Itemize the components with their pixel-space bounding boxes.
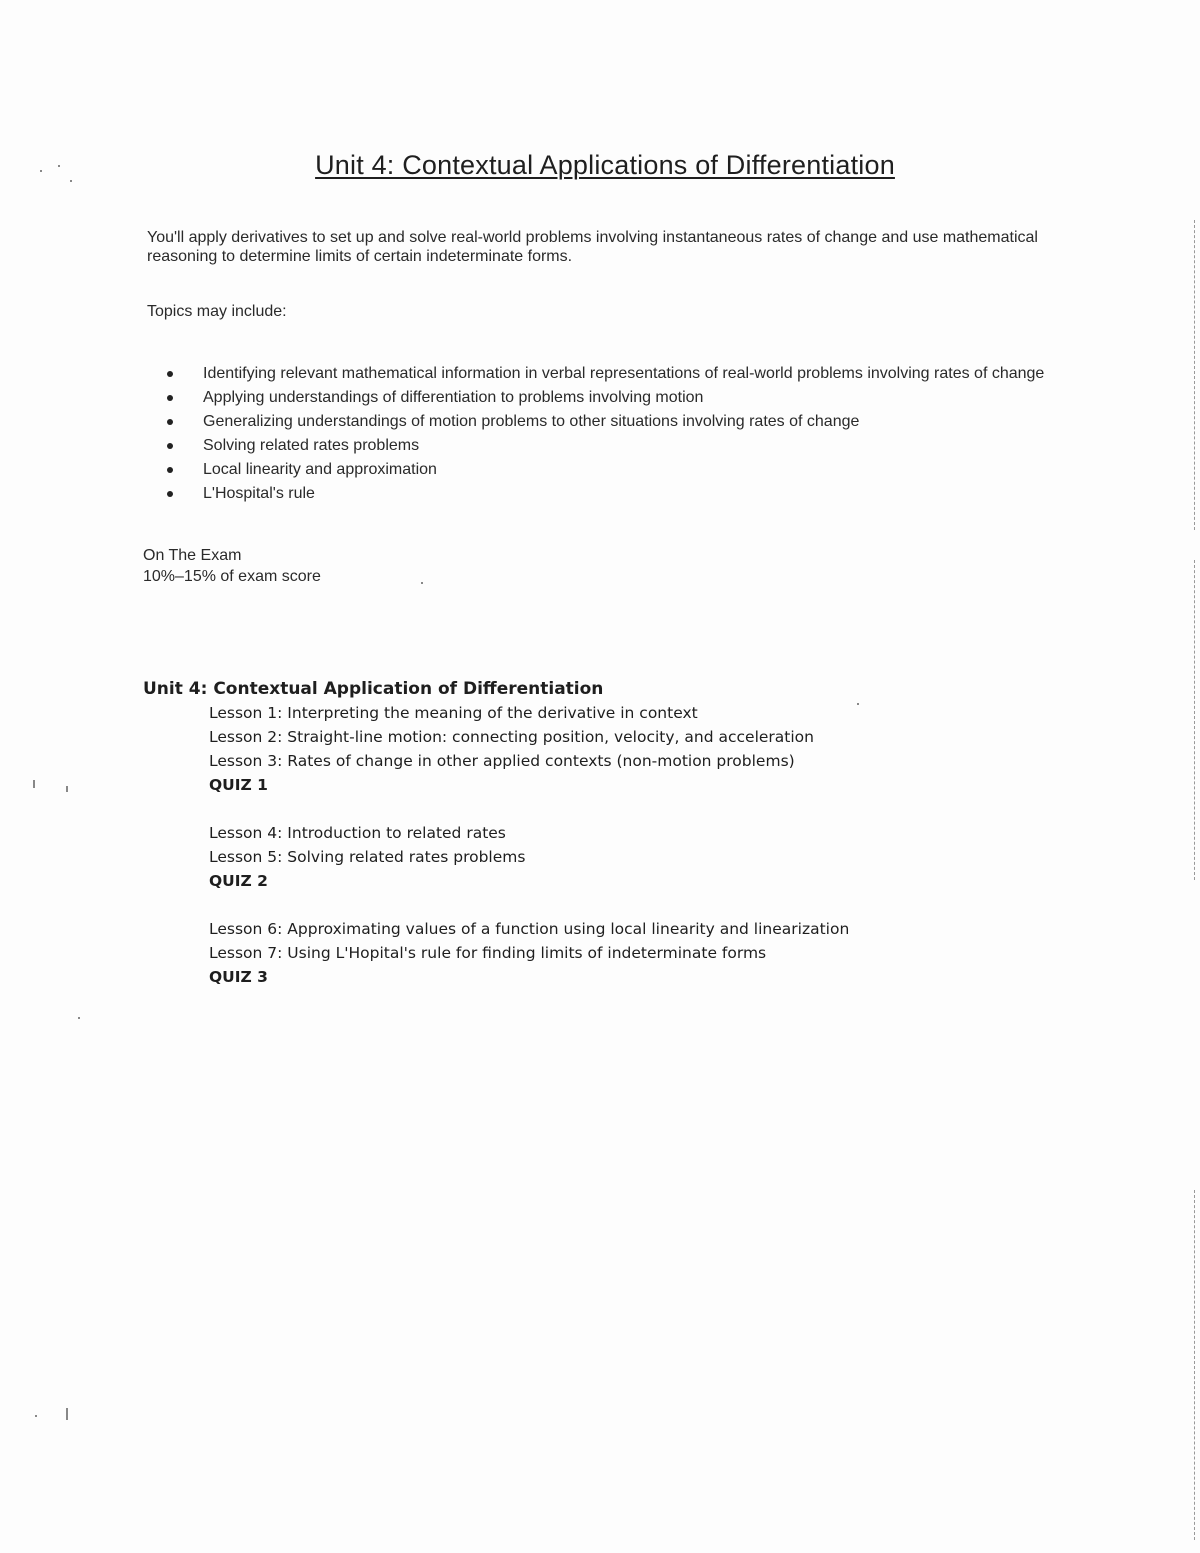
bullet-icon [167,419,173,425]
bullet-icon [167,395,173,401]
topic-text: Identifying relevant mathematical information in verbal representations of real-world problems involving rates of change [203,365,1045,382]
bullet-icon [167,491,173,497]
list-item [147,364,1067,383]
list-item [147,460,1067,479]
topics-label: Topics may include: [147,303,287,320]
lesson-item: Lesson 2: Straight-line motion: connecting position, velocity, and acceleration [209,728,814,746]
lesson-group [209,917,943,989]
scan-edge [1194,220,1196,530]
quiz-label: QUIZ 3 [209,968,268,986]
scan-speck [66,786,68,792]
quiz-label: QUIZ 2 [209,872,268,890]
lesson-group [209,701,943,797]
scan-speck [66,1408,68,1420]
bullet-icon [167,371,173,377]
scan-edge [1194,560,1196,880]
bullet-icon [167,443,173,449]
page-title: Unit 4: Contextual Applications of Differentiation [315,150,895,180]
exam-weight: 10%–15% of exam score [143,568,321,585]
exam-heading: On The Exam [143,547,242,564]
scan-speck [35,1415,37,1417]
list-item [147,484,1067,503]
lesson-item: Lesson 3: Rates of change in other applied contexts (non-motion problems) [209,752,795,770]
topic-text: Generalizing understandings of motion problems to other situations involving rates of change [203,413,860,430]
lesson-item: Lesson 4: Introduction to related rates [209,824,506,842]
scan-speck [40,170,42,172]
topic-text: L'Hospital's rule [203,485,315,502]
lesson-item: Lesson 1: Interpreting the meaning of the derivative in context [209,704,698,722]
scan-speck [78,1017,80,1019]
lesson-item: Lesson 7: Using L'Hopital's rule for finding limits of indeterminate forms [209,944,767,962]
unit-outline [143,677,943,989]
scan-speck [33,780,35,788]
topic-text: Solving related rates problems [203,437,420,454]
quiz-label: QUIZ 1 [209,776,268,794]
lesson-item: Lesson 5: Solving related rates problems [209,848,526,866]
lesson-group [209,821,943,893]
list-item [147,412,1067,431]
scan-speck [58,165,60,167]
list-item [147,436,1067,455]
scan-edge [1194,1190,1196,1540]
intro-paragraph: You'll apply derivatives to set up and solve real-world problems involving instantaneous rates of change and use mathematical reasoning to determine limits of certain indeterminate forms. [147,229,1038,265]
scan-speck [857,703,859,705]
list-item [147,388,1067,407]
scan-speck [70,180,72,182]
scan-speck [421,582,423,584]
outline-heading: Unit 4: Contextual Application of Differentiation [143,679,604,699]
lesson-item: Lesson 6: Approximating values of a function using local linearity and linearization [209,920,850,938]
topics-list [147,364,1067,508]
topic-text: Local linearity and approximation [203,461,437,478]
topic-text: Applying understandings of differentiation to problems involving motion [203,389,704,406]
bullet-icon [167,467,173,473]
